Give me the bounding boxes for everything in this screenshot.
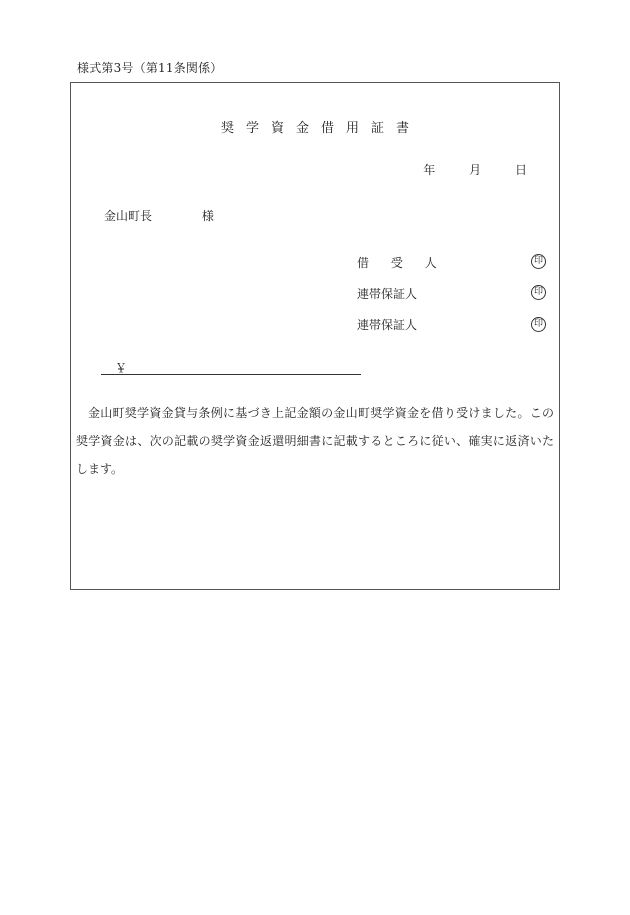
date-line bbox=[423, 161, 527, 178]
date-month-label: 月 bbox=[469, 163, 482, 177]
guarantor-1-seal-icon: 印 bbox=[531, 285, 546, 300]
addressee bbox=[104, 207, 214, 224]
date-year-label: 年 bbox=[423, 163, 436, 177]
certificate-frame bbox=[70, 82, 560, 590]
addressee-name: 金山町長 bbox=[104, 209, 153, 223]
addressee-honorific: 様 bbox=[201, 209, 214, 223]
form-number: 様式第3号（第11条関係） bbox=[77, 61, 223, 75]
yen-symbol: ￥ bbox=[115, 361, 128, 375]
borrower-label: 借 受 人 bbox=[357, 256, 446, 270]
date-day-label: 日 bbox=[514, 163, 527, 177]
amount-line bbox=[101, 359, 361, 375]
document-title: 奨学資金借用証書 bbox=[220, 121, 421, 136]
guarantor-2-label: 連帯保証人 bbox=[357, 318, 418, 332]
borrower-seal-icon: 印 bbox=[531, 254, 546, 269]
certificate-body-text: 金山町奨学資金貸与条例に基づき上記金額の金山町奨学資金を借り受けました。この奨学資金は、次の記載の奨学資金返還明細書に記載するところに従い、確実に返済いたします。 bbox=[76, 406, 554, 476]
guarantor-1-label: 連帯保証人 bbox=[357, 287, 418, 301]
guarantor-2-seal-icon: 印 bbox=[531, 317, 546, 332]
